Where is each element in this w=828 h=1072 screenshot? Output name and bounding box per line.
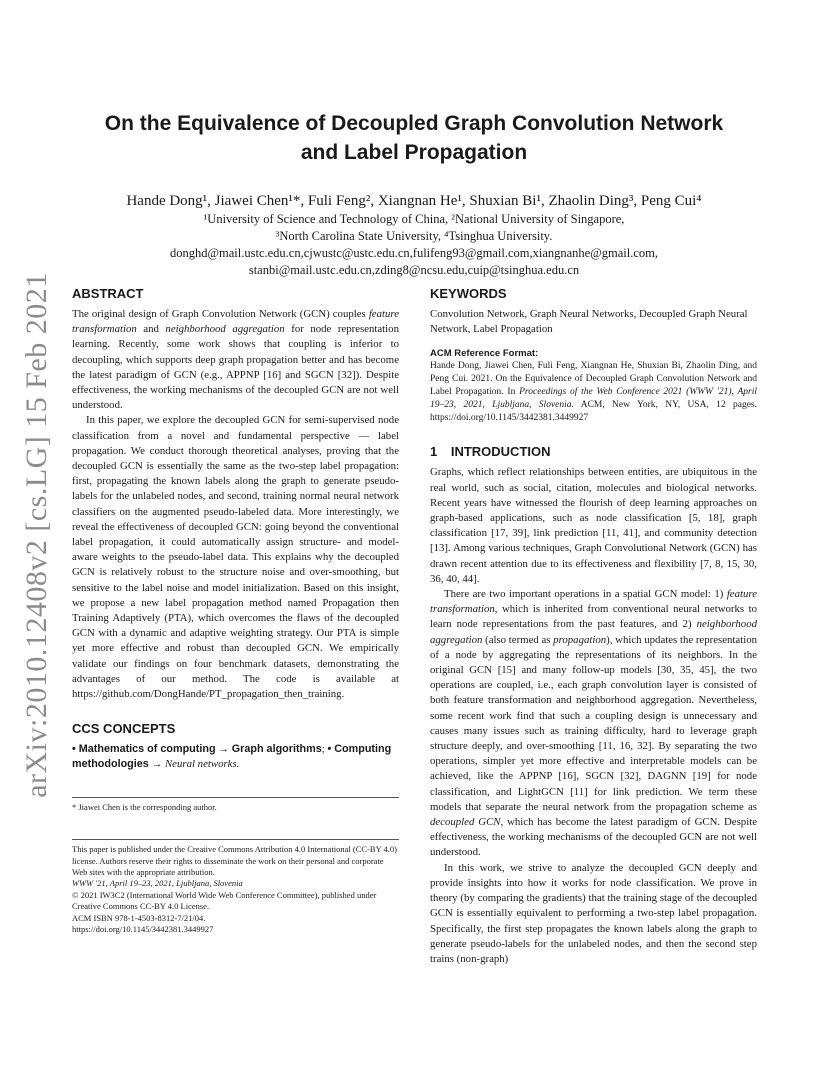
introduction-paragraph-2 [430,587,757,861]
intro-p2-text-b: , which is inherited from conventional neural networks to learn node representations from the past features, and 2) [430,603,757,631]
keywords-text: Convolution Network, Graph Neural Networks, Decoupled Graph Neural Network, Label Propagation [430,308,748,336]
footnote-rule [72,797,399,798]
intro-p2-text-e: , which has become the latest paradigm of GCN. Despite effectiveness, the working mechanisms of the decoupled GCN are not well understood. [430,816,757,859]
ccs-category-2: • Computing methodologies [72,743,392,771]
acm-reference-proceedings: Proceedings of the Web Conference 2021 (WWW '21), April 19–23, 2021, Ljubljana, Slovenia. [430,387,757,411]
affiliation-line-1: ¹University of Science and Technology of China, ²National University of Singapore, [203,212,625,226]
abstract-p1-text-a: The original design of Graph Convolution Network (GCN) couples [72,308,369,320]
ccs-arrow-1: → [215,743,232,756]
intro-p2-emphasis-4: decoupled GCN [430,816,501,829]
acm-reference-text-b: ACM, New York, NY, USA, 12 pages. https://doi.org/10.1145/3442381.3449927 [430,400,757,424]
abstract-p1-text-b: and [136,323,166,336]
isbn-line: ACM ISBN 978-1-4503-8312-7/21/04. [72,912,206,923]
conference-line [72,878,399,889]
intro-p2-emphasis-1: feature transformation [430,588,757,616]
abstract-heading: ABSTRACT [72,286,144,301]
introduction-paragraph-1: Graphs, which reflect relationships between entities, are ubiquitous in the real world, such as social, citation, molecules and biological networks. Recent years have witnessed the flourish of deep learning approaches on graph-based applications, such as node classification [5, 18], graph classification [17, 39], link prediction [11, 41], and community detection [13]. Among various techniques, Graph Convolutional Network (GCN) has drawn recent attention due to its effectiveness and flexibility [7, 8, 15, 30, 36, 40, 44]. [430,466,757,585]
abstract-p1-emphasis-1: feature transformation [72,308,399,336]
abstract-paragraph-2: In this paper, we explore the decoupled GCN for semi-supervised node classification from a novel and fundamental perspective — label propagation. We conduct thorough theoretical analyses, proving that the decoupled GCN is essentially the same as the two-step label propagation: first, propagating the known labels along the graph to generate pseudo-labels for the unlabeled nodes, and second, training normal neural network classifiers on the augmented pseudo-labeled data. More interestingly, we reveal the effectiveness of decoupled GCN: going beyond the conventional label propagation, it could automatically assign structure- and model- aware weights to the pseudo-label data. This explains why the decoupled GCN is relatively robust to the structure noise and over-smoothing, but sensitive to the label noise and model initialization. Based on this insight, we propose a new label propagation method named Propagation then Training Adaptively (PTA), which overcomes the flaws of the decoupled GCN with a dynamic and adaptive weighting strategy. Our PTA is simple yet more effective and robust than decoupled GCN. We empirically validate our findings on four benchmark datasets, demonstrating the advantages of our method. The code is available at https://github.com/DongHande/PT_propagation_then_training. [72,414,399,701]
affiliation-line-2: ³North Carolina State University, ⁴Tsinghua University. [275,229,553,243]
arxiv-identifier-text: arXiv:2010.12408v2 [cs.LG] 15 Feb 2021 [20,272,54,798]
intro-p2-text-d: ), which updates the representation of a node by aggregating the representations of its neighbors. In the original GCN [15] and many follow-up models [30, 35, 45], the two operations are coupled, i.e., each graph convolution layer is consisted of both feature transformation and neighborhood aggregation. Nevertheless, some recent work find that such a coupling design is unnecessary and causes many issues such as training difficulty, hard to leverage graph structure deeply, and over-smoothing [11, 16, 32]. By separating the two operations, simpler yet more effective and interpretable models can be achieved, like the APPNP [16], SGCN [32], DAGNN [19] for node classification, and LightGCN [11] for link prediction. We term these models that separate the neural network from the propagation scheme as [430,633,757,813]
email-line-2: stanbi@mail.ustc.edu.cn,zding8@ncsu.edu,cuip@tsinghua.edu.cn [248,263,580,277]
title-line-1: On the Equivalence of Decoupled Graph Convolution Network [104,112,724,135]
left-column [72,285,399,935]
abstract-paragraph-1 [72,307,399,413]
ccs-arrow-2: → [148,758,165,771]
ccs-item-1: Graph algorithms [231,743,322,756]
ccs-separator: ; [321,743,328,756]
intro-p2-text-c: (also termed as [482,633,554,646]
introduction-heading: 1 INTRODUCTION [430,444,551,460]
conference-text: WWW '21, April 19–23, 2021, Ljubljana, Slovenia [72,878,243,889]
ccs-concepts-heading: CCS CONCEPTS [72,721,176,737]
copyright-line: © 2021 IW3C2 (International World Wide Web Conference Committee), published under Creative Commons CC-BY 4.0 License. [72,889,377,912]
arxiv-identifier-stamp [16,272,58,798]
introduction-paragraph-3: In this work, we strive to analyze the decoupled GCN deeply and provide insights into how it works for node classification. We prove in theory (by comparing the gradients) that the training stage of the decoupled GCN is essentially equivalent to performing a two-step label propagation. Specifically, the first step propagates the known labels along the graph to generate pseudo-labels for the unlabeled nodes, and then the second step trains (non-graph) [430,861,757,965]
license-statement: This paper is published under the Creative Commons Attribution 4.0 International (CC-BY 4.0) license. Authors reserve their rights to disseminate the work on their personal and corporate Web sites with the appropriate attribution. [72,844,397,877]
title-line-2: and Label Propagation [300,141,528,164]
ccs-category-1: • Mathematics of computing [72,743,216,756]
intro-p2-emphasis-2: neighborhood aggregation [430,618,757,646]
acm-reference-text [430,360,757,425]
corresponding-author-footnote: * Jiawei Chen is the corresponding author. [72,801,217,812]
abstract-p1-text-c: for node representation learning. Recently, some work shows that coupling is inferior to decoupling, which supports deep graph propagation better and has become the latest paradigm of GCN (e.g., APPNP [16] and SGCN [32]). Despite effectiveness, the working mechanisms of the decoupled GCN are not well understood. [72,323,399,412]
right-column [430,285,757,967]
license-rule [72,839,399,840]
keywords-heading: KEYWORDS [430,286,507,301]
author-list: Hande Dong¹, Jiawei Chen¹*, Fuli Feng², Xiangnan He¹, Shuxian Bi¹, Zhaolin Ding³, Peng Cui⁴ [126,193,702,209]
acm-reference-heading: ACM Reference Format: [430,348,539,360]
email-line-1: donghd@mail.ustc.edu.cn,cjwustc@ustc.edu.cn,fulifeng93@gmail.com,xiangnanhe@gmail.com, [170,246,658,260]
ccs-concepts-text [72,742,399,772]
ccs-item-2: Neural networks. [164,758,240,771]
paper-title [60,109,768,167]
abstract-p1-emphasis-2: neighborhood aggregation [165,323,285,336]
acm-reference-text-a: Hande Dong, Jiawei Chen, Fuli Feng, Xiangnan He, Shuxian Bi, Zhaolin Ding, and Peng Cui. 2021. On the Equivalence of Decoupled Graph Convolution Network and Label Propagation. In [430,361,757,398]
doi-line: https://doi.org/10.1145/3442381.3449927 [72,923,214,934]
intro-p2-text-a: There are two important operations in a spatial GCN model: 1) [444,588,727,601]
intro-p2-emphasis-3: propagation [553,633,607,646]
